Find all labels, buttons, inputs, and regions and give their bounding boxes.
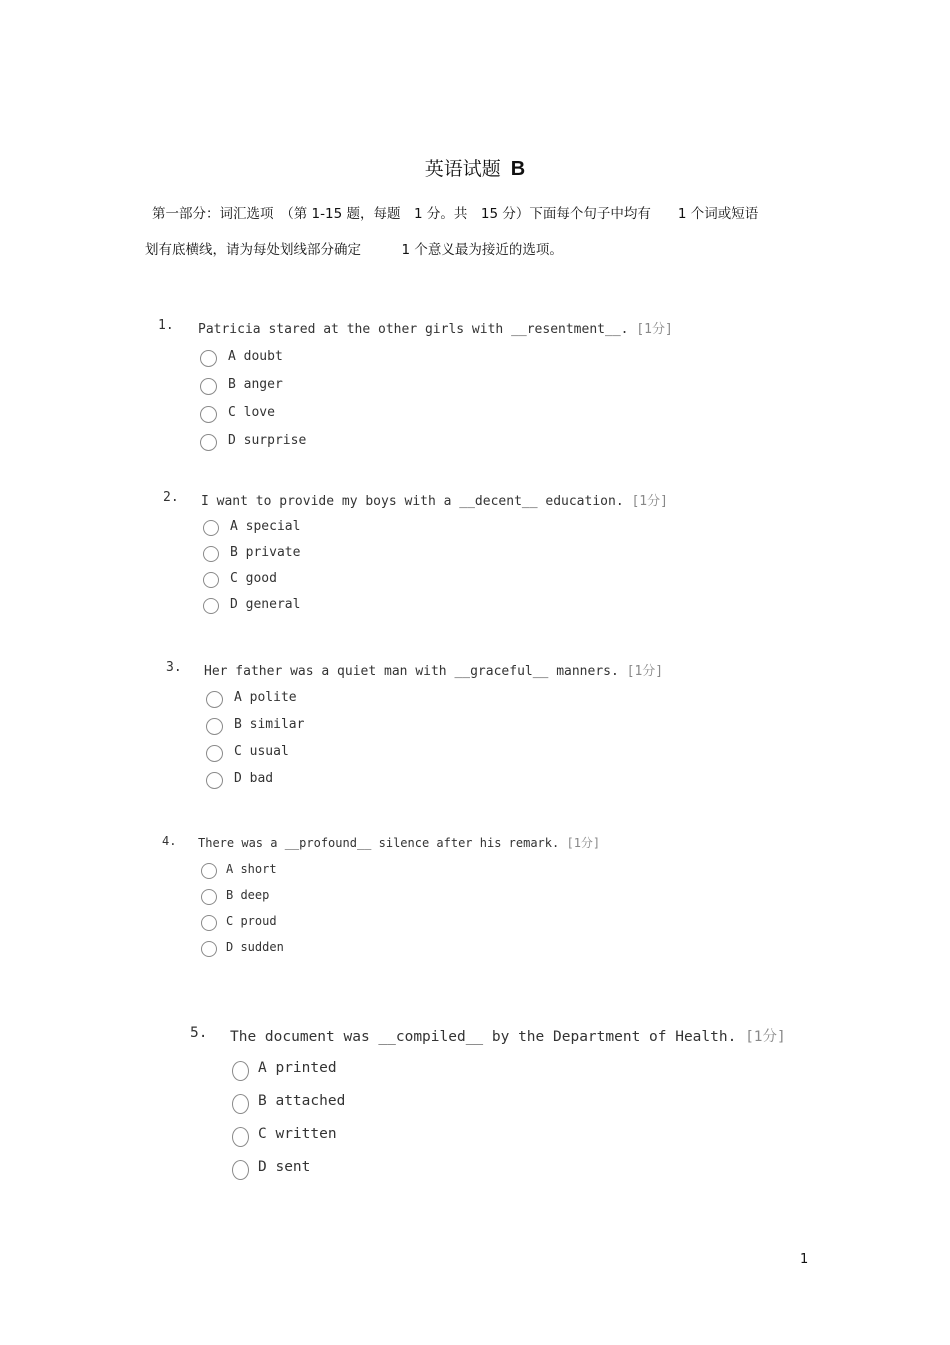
- section-intro-line-2: 划有底横线，请为每处划线部分确定 1 个意义最为接近的选项。: [145, 242, 563, 258]
- question-points: [1分]: [626, 664, 664, 679]
- radio-circle-icon[interactable]: [203, 546, 219, 562]
- question-stem: Her father was a quiet man with __graceful__ manners.: [204, 664, 619, 679]
- question-points: [1分]: [745, 1029, 786, 1045]
- section-intro-line-1: 第一部分：词汇选项 （第 1-15 题，每题 1 分。共 15 分）下面每个句子中均有 1 个词或短语: [152, 206, 759, 222]
- radio-circle-icon[interactable]: [200, 434, 217, 451]
- option-label: A printed: [258, 1060, 337, 1076]
- option-label: C love: [228, 405, 275, 420]
- radio-circle-icon[interactable]: [206, 772, 223, 789]
- exam-title-letter: B: [510, 158, 526, 180]
- radio-circle-icon[interactable]: [201, 915, 217, 931]
- exam-title-text: 英语试题: [424, 158, 501, 180]
- radio-circle-icon[interactable]: [203, 572, 219, 588]
- option-label: D sent: [258, 1159, 311, 1175]
- exam-title: [0, 154, 950, 181]
- option-label: C usual: [234, 744, 289, 759]
- question-points: [1分]: [636, 322, 673, 337]
- radio-circle-icon[interactable]: [232, 1061, 249, 1081]
- question-stem: The document was __compiled__ by the Department of Health.: [230, 1029, 737, 1045]
- option-label: B anger: [228, 377, 283, 392]
- question-stem: There was a __profound__ silence after his remark.: [198, 836, 560, 850]
- radio-circle-icon[interactable]: [200, 350, 217, 367]
- option-label: D bad: [234, 771, 274, 786]
- option-label: B similar: [234, 717, 305, 732]
- radio-circle-icon[interactable]: [201, 863, 217, 879]
- radio-circle-icon[interactable]: [200, 406, 217, 423]
- option-label: D general: [230, 597, 301, 612]
- radio-circle-icon[interactable]: [201, 941, 217, 957]
- option-label: B private: [230, 545, 301, 560]
- question-stem: I want to provide my boys with a __decent__ education.: [201, 494, 624, 509]
- radio-circle-icon[interactable]: [201, 889, 217, 905]
- option-label: C good: [230, 571, 277, 586]
- question-number: 3.: [166, 660, 182, 675]
- radio-circle-icon[interactable]: [206, 691, 223, 708]
- question-number: 2.: [163, 490, 179, 505]
- radio-circle-icon[interactable]: [232, 1094, 249, 1114]
- question-stem: Patricia stared at the other girls with __resentment__.: [198, 322, 629, 337]
- question-number: 1.: [158, 318, 174, 333]
- radio-circle-icon[interactable]: [206, 745, 223, 762]
- question-number: 5.: [190, 1025, 208, 1041]
- radio-circle-icon[interactable]: [203, 598, 219, 614]
- option-label: A polite: [234, 690, 297, 705]
- option-label: A special: [230, 519, 301, 534]
- radio-circle-icon[interactable]: [200, 378, 217, 395]
- option-label: D sudden: [226, 940, 284, 954]
- option-label: C proud: [226, 914, 277, 928]
- option-label: C written: [258, 1126, 337, 1142]
- question-number: 4.: [162, 834, 177, 848]
- page-number: 1: [800, 1252, 809, 1267]
- question-points: [1分]: [631, 494, 668, 509]
- radio-circle-icon[interactable]: [203, 520, 219, 536]
- radio-circle-icon[interactable]: [206, 718, 223, 735]
- option-label: B deep: [226, 888, 270, 902]
- option-label: B attached: [258, 1093, 346, 1109]
- question-points: [1分]: [566, 836, 601, 850]
- option-label: D surprise: [228, 433, 307, 448]
- option-label: A doubt: [228, 349, 283, 364]
- radio-circle-icon[interactable]: [232, 1127, 249, 1147]
- radio-circle-icon[interactable]: [232, 1160, 249, 1180]
- option-label: A short: [226, 862, 277, 876]
